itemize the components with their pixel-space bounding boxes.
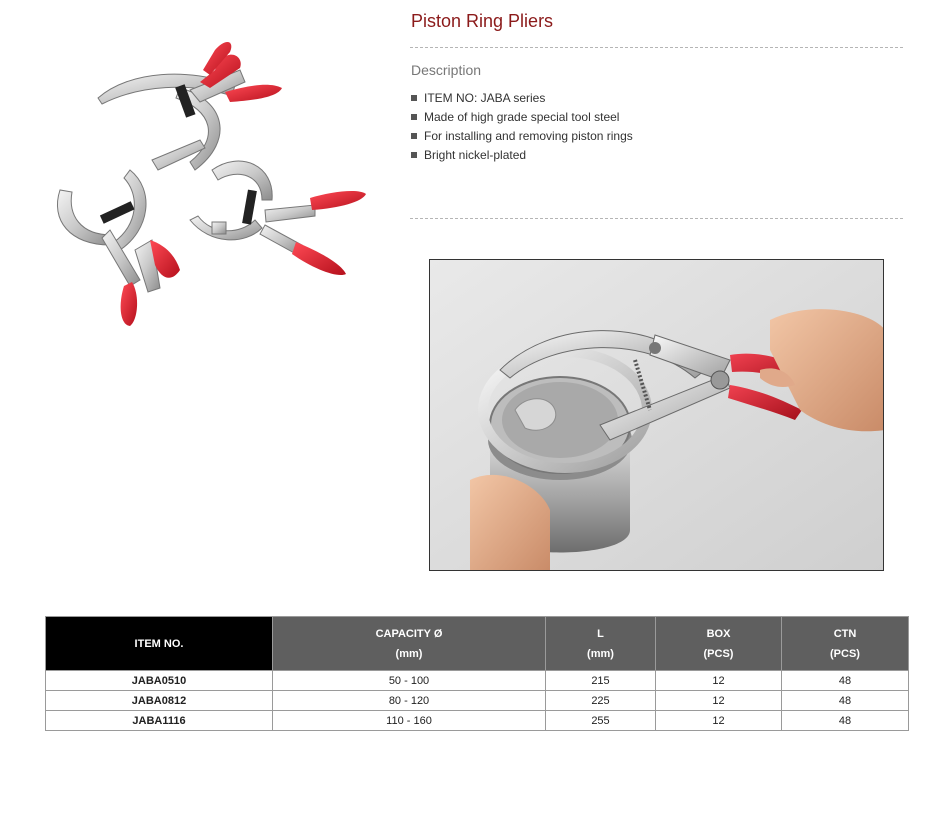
plier-top xyxy=(98,42,282,170)
header-length xyxy=(546,617,656,671)
pliers-in-use-illustration xyxy=(430,260,884,571)
divider xyxy=(410,47,903,48)
header-unit: (mm) xyxy=(587,647,614,660)
bullet-text: ITEM NO: JABA series xyxy=(424,91,546,105)
header-label: CAPACITY Ø xyxy=(375,627,443,640)
cell-length: 255 xyxy=(546,711,656,731)
square-bullet-icon xyxy=(411,95,417,101)
divider xyxy=(410,218,903,219)
header-box xyxy=(656,617,782,671)
list-item xyxy=(411,148,633,167)
cell-box: 12 xyxy=(656,691,782,711)
cell-capacity: 80 - 120 xyxy=(273,691,546,711)
usage-photo xyxy=(429,259,884,571)
header-unit: (mm) xyxy=(395,647,423,660)
cell-length: 215 xyxy=(546,671,656,691)
cell-ctn: 48 xyxy=(782,711,909,731)
cell-ctn: 48 xyxy=(782,671,909,691)
header-unit: (PCS) xyxy=(830,647,860,660)
header-unit: (PCS) xyxy=(703,647,734,660)
header-label: ITEM NO. xyxy=(134,637,184,650)
bullet-text: Made of high grade special tool steel xyxy=(424,110,620,124)
cell-box: 12 xyxy=(656,711,782,731)
cell-box: 12 xyxy=(656,671,782,691)
list-item xyxy=(411,91,633,110)
plier-bottom-right xyxy=(190,161,366,275)
header-item-no xyxy=(46,617,273,671)
cell-capacity: 50 - 100 xyxy=(273,671,546,691)
cell-item-no: JABA0812 xyxy=(46,691,273,711)
square-bullet-icon xyxy=(411,133,417,139)
square-bullet-icon xyxy=(411,114,417,120)
page-title: Piston Ring Pliers xyxy=(411,11,554,31)
cell-capacity: 110 - 160 xyxy=(273,711,546,731)
description-heading: Description xyxy=(411,62,482,78)
cell-item-no: JABA0510 xyxy=(46,671,273,691)
table-row xyxy=(46,671,909,691)
table-row xyxy=(46,711,909,731)
cell-length: 225 xyxy=(546,691,656,711)
specs-table xyxy=(45,616,909,731)
table-row xyxy=(46,691,909,711)
product-image xyxy=(40,30,380,340)
header-capacity xyxy=(273,617,546,671)
bullet-text: Bright nickel-plated xyxy=(424,148,527,162)
table-header-row xyxy=(46,617,909,671)
bullet-text: For installing and removing piston rings xyxy=(424,129,633,143)
header-label: CTN xyxy=(833,627,857,640)
header-ctn xyxy=(782,617,909,671)
cell-item-no: JABA1116 xyxy=(46,711,273,731)
description-list xyxy=(411,91,633,167)
header-label: L xyxy=(597,627,604,640)
cell-ctn: 48 xyxy=(782,691,909,711)
piston-ring-pliers-illustration xyxy=(40,30,380,340)
header-label: BOX xyxy=(706,627,731,640)
list-item xyxy=(411,129,633,148)
square-bullet-icon xyxy=(411,152,417,158)
plier-bottom-left xyxy=(57,170,180,326)
list-item xyxy=(411,110,633,129)
